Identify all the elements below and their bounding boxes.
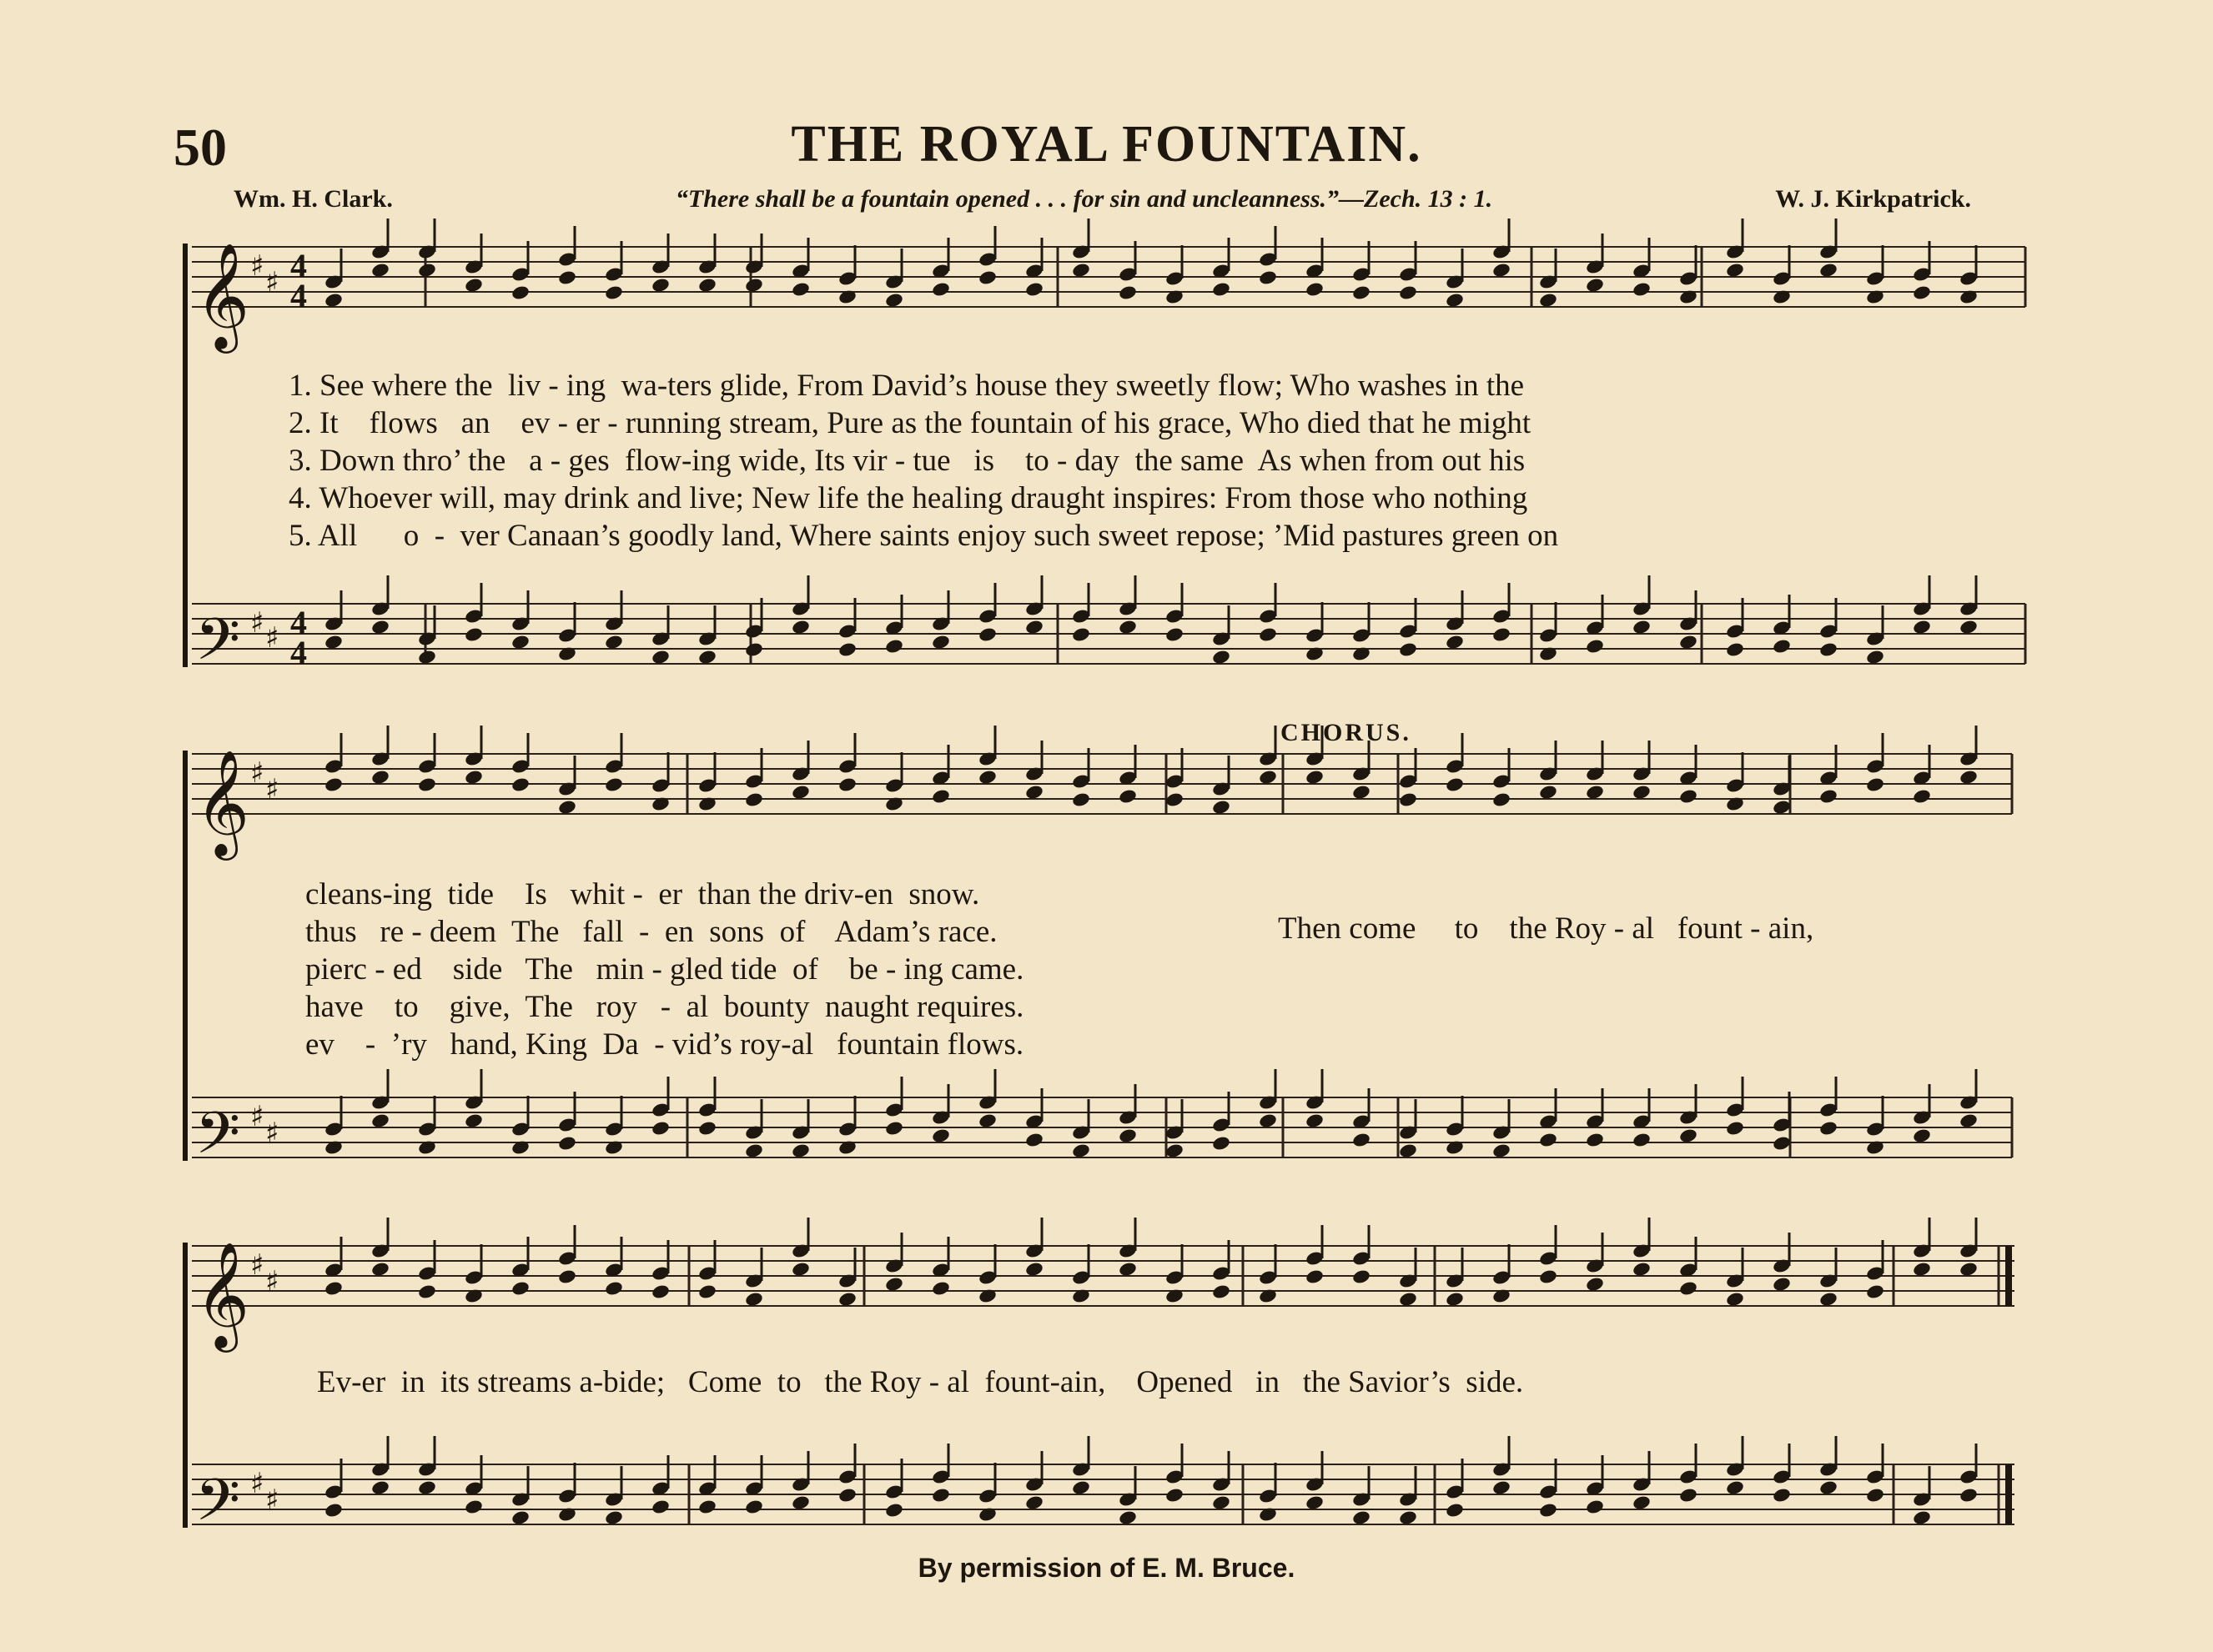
verses-system-2 (305, 876, 1024, 1063)
note-head (1772, 1135, 1792, 1152)
note-head (1445, 1502, 1465, 1519)
note-head (1351, 284, 1371, 301)
note-head (884, 638, 904, 655)
note-head (1585, 1499, 1605, 1515)
note-head (1585, 784, 1605, 801)
note-head (1678, 634, 1698, 650)
note-head (1164, 791, 1184, 808)
verse-line: 3. Down thro’ the a - ges flow-ing wide, Its vir - tue is to - day the same As when from out his (289, 444, 1526, 478)
note-head (1305, 1494, 1325, 1511)
note-head (651, 649, 671, 665)
note-head (1725, 262, 1745, 279)
note-head (324, 776, 344, 793)
note-head (510, 1509, 531, 1526)
chorus-final-lyric: Ev-er in its streams a-bide; Come to the Roy - al fount-ain, Opened in the Savior’s side. (317, 1365, 1524, 1399)
note-head (1071, 1142, 1091, 1159)
note-head (324, 292, 344, 309)
note-head (1959, 1487, 1979, 1504)
note-head (1772, 1276, 1792, 1293)
note-head (1164, 1487, 1184, 1504)
note-head (464, 1112, 484, 1129)
note-head (1585, 638, 1605, 655)
note-head (1678, 1280, 1698, 1297)
note-head (557, 1135, 577, 1152)
note-head (978, 1112, 998, 1129)
verse-line: ev - ’ry hand, King Da - vid’s roy-al fountain flows. (305, 1027, 1024, 1062)
note-head (1258, 769, 1278, 786)
chorus-lyric: Then come to the Roy - al fount - ain, (1278, 911, 1814, 946)
note-head (1024, 1494, 1044, 1511)
note-head (1538, 1132, 1558, 1148)
note-head (1632, 1494, 1652, 1511)
note-head (417, 262, 437, 279)
note-head (557, 799, 577, 816)
note-head (417, 1479, 437, 1496)
note-head (1351, 784, 1371, 801)
note-head (464, 277, 484, 294)
note-head (1398, 1291, 1418, 1308)
svg-text:♯: ♯ (250, 606, 264, 640)
note-head (884, 292, 904, 309)
note-head (1959, 1112, 1979, 1129)
svg-text:4: 4 (290, 247, 307, 284)
note-head (510, 634, 531, 650)
note-head (744, 641, 764, 658)
svg-text:4: 4 (290, 277, 307, 314)
note-head (1305, 1112, 1325, 1129)
note-head (931, 788, 951, 805)
svg-text:♯: ♯ (265, 621, 279, 655)
svg-text:♯: ♯ (265, 1117, 279, 1150)
note-head (1305, 281, 1325, 298)
note-head (978, 269, 998, 286)
note-head (1118, 1509, 1138, 1526)
verse-line: thus re - deem The fall - en sons of Adam’s race. (305, 915, 998, 949)
note-head (1772, 1487, 1792, 1504)
svg-text:♯: ♯ (250, 756, 264, 790)
note-head (931, 281, 951, 298)
note-head (1211, 799, 1231, 816)
svg-text:♯: ♯ (265, 1484, 279, 1517)
note-head (1491, 791, 1511, 808)
note-head (510, 284, 531, 301)
note-head (651, 1283, 671, 1300)
note-head (1351, 1132, 1371, 1148)
svg-text:♯: ♯ (265, 773, 279, 806)
note-head (931, 1487, 951, 1504)
note-head (884, 1276, 904, 1293)
note-head (884, 1120, 904, 1137)
note-head (884, 1502, 904, 1519)
svg-text:♯: ♯ (265, 1265, 279, 1298)
note-head (1118, 1127, 1138, 1144)
note-head (417, 649, 437, 665)
note-head (1818, 1479, 1838, 1496)
note-head (557, 269, 577, 286)
verse-line: have to give, The roy - al bounty naught requires. (305, 990, 1024, 1024)
note-head (1818, 1291, 1838, 1308)
note-head (1585, 1132, 1605, 1148)
note-head (1491, 1142, 1511, 1159)
svg-text:♯: ♯ (250, 1248, 264, 1282)
note-head (931, 1127, 951, 1144)
note-head (1818, 1120, 1838, 1137)
note-head (651, 1499, 671, 1515)
note-head (1071, 791, 1091, 808)
note-head (510, 776, 531, 793)
note-head (510, 1280, 531, 1297)
note-head (837, 1291, 858, 1308)
note-head (1772, 638, 1792, 655)
note-head (791, 1494, 811, 1511)
note-head (1445, 292, 1465, 309)
note-head (697, 1499, 717, 1515)
note-head (1678, 1487, 1698, 1504)
scripture-epigraph: “There shall be a fountain opened . . . for sin and uncleanness.”—Zech. 13 : 1. (675, 185, 1493, 213)
note-head (744, 791, 764, 808)
note-head (1211, 281, 1231, 298)
verses-system-1 (289, 367, 1558, 555)
note-head (464, 1499, 484, 1515)
verse-line: 1. See where the liv - ing wa-ters glide, From David’s house they sweetly flow; Who washes in the (289, 369, 1525, 403)
note-head (1959, 1261, 1979, 1278)
note-head (1912, 788, 1932, 805)
note-head (1912, 619, 1932, 635)
note-head (1678, 1127, 1698, 1144)
note-head (1071, 626, 1091, 643)
note-head (557, 1268, 577, 1285)
note-head (1865, 776, 1885, 793)
svg-text:♯: ♯ (250, 249, 264, 283)
note-head (931, 634, 951, 650)
note-head (978, 626, 998, 643)
note-head (1024, 281, 1044, 298)
note-head (1351, 1509, 1371, 1526)
note-head (1445, 634, 1465, 650)
note-head (464, 626, 484, 643)
note-head (1258, 626, 1278, 643)
note-head (1118, 1261, 1138, 1278)
treble-clef-icon: 𝄞 (195, 1241, 250, 1348)
svg-text:♯: ♯ (250, 1467, 264, 1500)
page-number: 50 (174, 118, 227, 177)
note-head (1632, 784, 1652, 801)
note-head (1164, 1142, 1184, 1159)
note-head (1725, 1479, 1745, 1496)
note-head (370, 619, 390, 635)
bass-clef-icon: 𝄢 (195, 1099, 241, 1181)
note-head (1912, 1509, 1932, 1526)
treble-clef-icon: 𝄞 (195, 242, 250, 349)
permission-notice: By permission of E. M. Bruce. (918, 1553, 1295, 1583)
note-head (1024, 1132, 1044, 1148)
note-head (697, 649, 717, 665)
note-head (1818, 262, 1838, 279)
note-head (1725, 1120, 1745, 1137)
svg-text:♯: ♯ (265, 266, 279, 299)
note-head (1632, 1132, 1652, 1148)
treble-clef-icon: 𝄞 (195, 749, 250, 856)
note-head (1024, 1261, 1044, 1278)
note-head (1258, 1112, 1278, 1129)
note-head (1071, 1479, 1091, 1496)
composer: W. J. Kirkpatrick. (1775, 185, 1971, 213)
svg-text:4: 4 (290, 604, 307, 641)
note-head (697, 1283, 717, 1300)
note-head (370, 769, 390, 786)
note-head (604, 776, 624, 793)
bass-clef-icon: 𝄢 (195, 605, 241, 687)
note-head (791, 619, 811, 635)
note-head (1305, 1268, 1325, 1285)
verse-line: 4. Whoever will, may drink and live; New life the healing draught inspires: From those who nothing (289, 481, 1528, 515)
note-head (370, 1112, 390, 1129)
note-head (1118, 788, 1138, 805)
note-head (417, 1283, 437, 1300)
note-head (1398, 641, 1418, 658)
note-head (1398, 284, 1418, 301)
note-head (791, 784, 811, 801)
verse-line: cleans-ing tide Is whit - er than the driv-en snow. (305, 877, 980, 911)
verse-line: pierc - ed side The min - gled tide of be - ing came. (305, 952, 1024, 987)
note-head (837, 776, 858, 793)
note-head (1024, 784, 1044, 801)
note-head (604, 634, 624, 650)
note-head (1912, 284, 1932, 301)
note-head (1211, 1283, 1231, 1300)
note-head (1491, 262, 1511, 279)
note-head (837, 1487, 858, 1504)
note-head (1305, 769, 1325, 786)
note-head (1398, 1142, 1418, 1159)
note-head (1865, 1487, 1885, 1504)
bass-clef-icon: 𝄢 (195, 1466, 241, 1548)
note-head (1912, 1127, 1932, 1144)
note-head (1725, 1291, 1745, 1308)
note-head (1398, 1509, 1418, 1526)
note-head (744, 1499, 764, 1515)
note-head (651, 277, 671, 294)
note-head (791, 281, 811, 298)
note-head (1164, 626, 1184, 643)
note-head (324, 1280, 344, 1297)
note-head (1865, 1283, 1885, 1300)
note-head (1865, 649, 1885, 665)
note-head (791, 1261, 811, 1278)
note-head (744, 1142, 764, 1159)
note-head (1071, 262, 1091, 279)
note-head (370, 1479, 390, 1496)
note-head (1678, 788, 1698, 805)
note-head (1538, 784, 1558, 801)
note-head (1772, 799, 1792, 816)
note-head (1818, 788, 1838, 805)
note-head (1538, 1268, 1558, 1285)
chorus-label: CHORUS. (1280, 719, 1411, 746)
note-head (417, 776, 437, 793)
note-head (1351, 1268, 1371, 1285)
note-head (744, 277, 764, 294)
verse-line: 5. All o - ver Canaan’s goodly land, Where saints enjoy such sweet repose; ’Mid pastures green on (289, 519, 1559, 553)
note-head (1118, 619, 1138, 635)
note-head (697, 277, 717, 294)
note-head (1024, 619, 1044, 635)
note-head (791, 1142, 811, 1159)
note-head (1538, 292, 1558, 309)
note-head (604, 1509, 624, 1526)
note-head (1445, 776, 1465, 793)
note-head (1491, 1479, 1511, 1496)
note-head (978, 769, 998, 786)
svg-text:♯: ♯ (250, 1100, 264, 1133)
note-head (1445, 1291, 1465, 1308)
hymn-title: THE ROYAL FOUNTAIN. (791, 116, 1422, 173)
note-head (370, 1261, 390, 1278)
note-head (370, 262, 390, 279)
note-head (1632, 281, 1652, 298)
svg-text:4: 4 (290, 634, 307, 671)
note-head (1912, 1261, 1932, 1278)
note-head (1818, 641, 1838, 658)
note-head (1959, 619, 1979, 635)
note-head (1632, 1261, 1652, 1278)
note-head (651, 1120, 671, 1137)
note-head (464, 769, 484, 786)
note-head (1211, 1135, 1231, 1152)
note-head (604, 284, 624, 301)
note-head (1959, 769, 1979, 786)
note-head (931, 1280, 951, 1297)
note-head (1538, 1502, 1558, 1519)
note-head (1491, 626, 1511, 643)
verse-line: 2. It flows an ev - er - running stream, Pure as the fountain of his grace, Who died that he might (289, 406, 1531, 440)
note-head (1585, 277, 1605, 294)
note-head (1632, 619, 1652, 635)
note-head (1585, 1276, 1605, 1293)
note-head (1211, 649, 1231, 665)
note-head (744, 1291, 764, 1308)
note-head (1725, 641, 1745, 658)
lyricist: Wm. H. Clark. (234, 185, 393, 213)
note-head (1118, 284, 1138, 301)
note-head (604, 1280, 624, 1297)
note-head (324, 634, 344, 650)
note-head (1211, 1494, 1231, 1511)
note-head (697, 1120, 717, 1137)
note-head (324, 1502, 344, 1519)
note-head (1398, 791, 1418, 808)
note-head (1258, 269, 1278, 286)
note-head (837, 641, 858, 658)
